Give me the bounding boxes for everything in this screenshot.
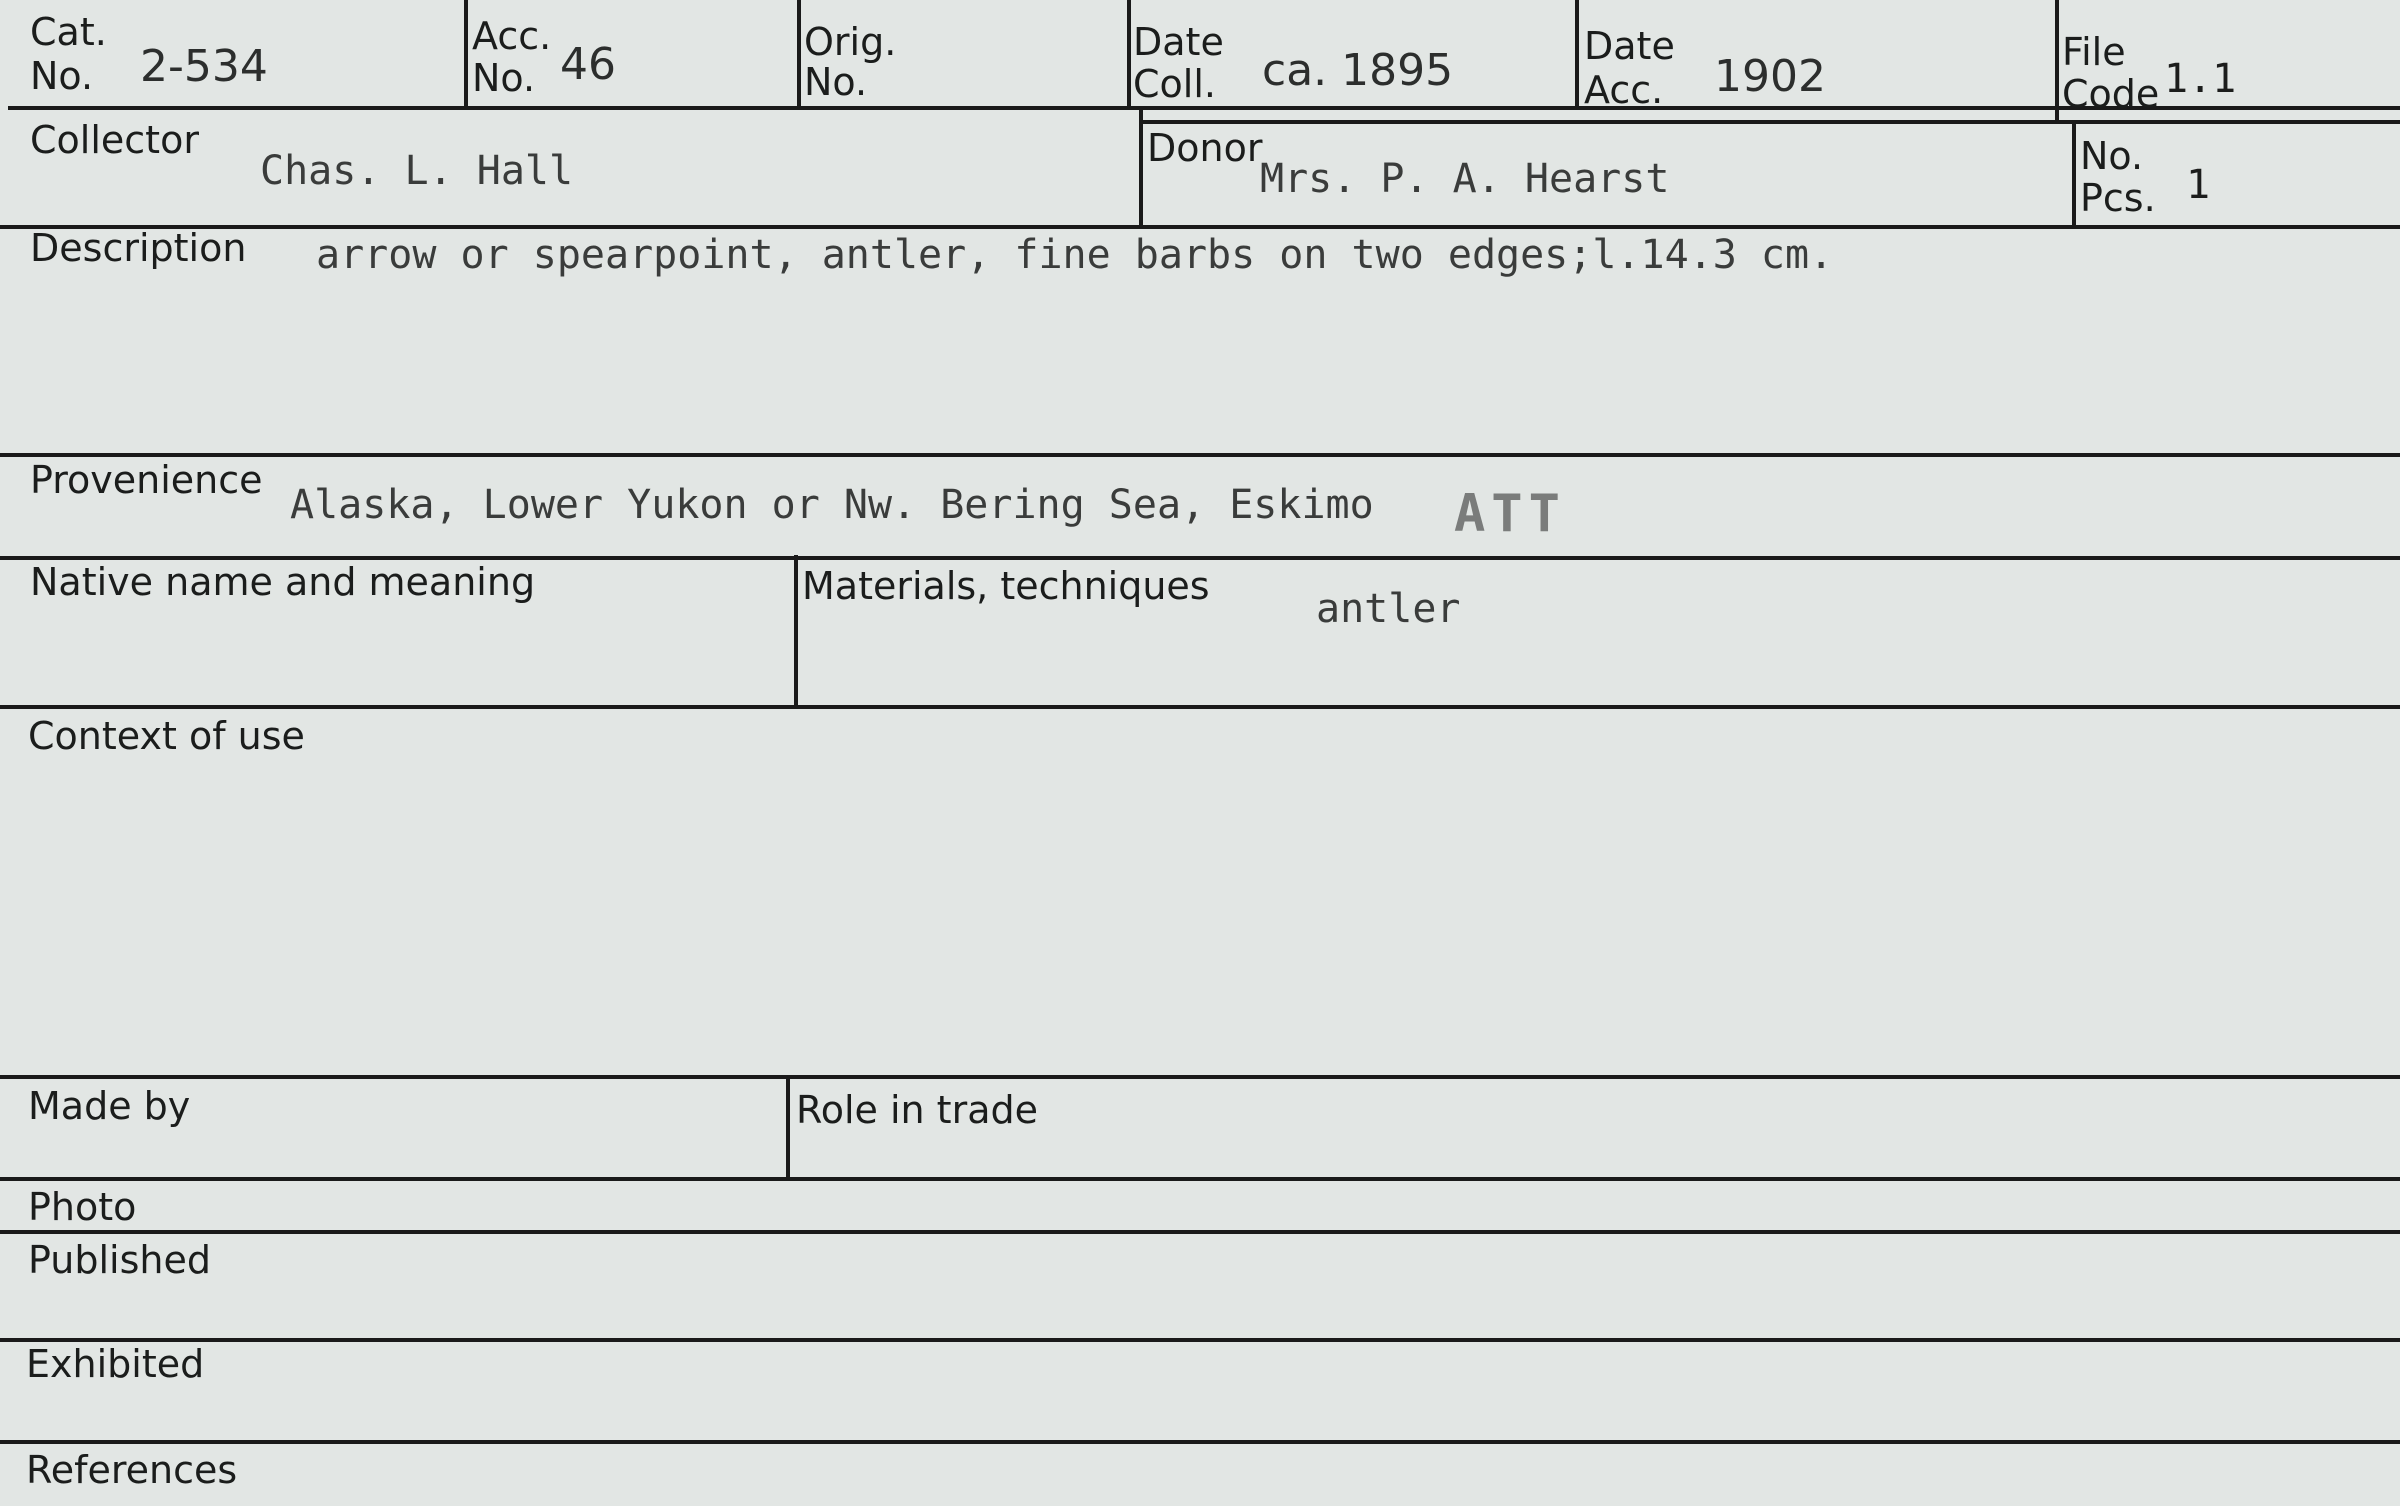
rule-references <box>0 1440 2400 1444</box>
pcs-label-line1: No. <box>2080 134 2144 178</box>
donor-label: Donor <box>1147 126 1263 170</box>
date-coll-value: ca. 1895 <box>1262 45 1454 96</box>
rule-made-by <box>0 1075 2400 1079</box>
collector-label: Collector <box>30 118 199 162</box>
divider-datecoll-dateacc <box>1575 0 1579 108</box>
date-acc-value: 1902 <box>1714 51 1826 102</box>
context-of-use-label: Context of use <box>28 714 305 758</box>
provenience-stamp: ATT <box>1454 484 1566 544</box>
cat-no-label-line1: Cat. <box>30 10 107 54</box>
native-name-label: Native name and meaning <box>30 560 536 604</box>
provenience-value: Alaska, Lower Yukon or Nw. Bering Sea, Eskimo <box>290 482 1374 528</box>
references-label: References <box>26 1448 238 1492</box>
divider-acc-orig <box>797 0 801 108</box>
orig-no-label-line1: Orig. <box>804 20 897 64</box>
orig-no-label-line2: No. <box>804 60 868 104</box>
divider-collector-donor <box>1139 108 1143 226</box>
role-in-trade-label: Role in trade <box>796 1088 1038 1132</box>
made-by-label: Made by <box>28 1084 191 1128</box>
divider-cat-acc <box>464 0 468 108</box>
donor-value: Mrs. P. A. Hearst <box>1260 156 1670 202</box>
divider-donor-pcs <box>2072 120 2076 226</box>
rule-photo <box>0 1177 2400 1181</box>
rule-context <box>0 705 2400 709</box>
rule-collector <box>1140 120 2400 124</box>
exhibited-label: Exhibited <box>26 1342 205 1386</box>
date-acc-label-line1: Date <box>1584 24 1675 68</box>
rule-published <box>0 1230 2400 1234</box>
pcs-value: 1 <box>2186 162 2211 208</box>
rule-provenience <box>0 453 2400 457</box>
file-code-label-line1: File <box>2062 30 2126 74</box>
rule-header <box>8 106 2400 110</box>
description-label: Description <box>30 226 247 270</box>
description-value: arrow or spearpoint, antler, fine barbs on two edges;l.14.3 cm. <box>316 232 1834 278</box>
divider-native-materials <box>794 555 798 707</box>
materials-label: Materials, techniques <box>802 564 1210 608</box>
acc-no-value: 46 <box>560 39 616 90</box>
divider-madeby-role <box>786 1075 790 1179</box>
published-label: Published <box>28 1238 211 1282</box>
collector-value: Chas. L. Hall <box>260 148 574 194</box>
divider-dateacc-file <box>2055 0 2059 120</box>
cat-no-value: 2-534 <box>140 41 268 92</box>
date-coll-label-line1: Date <box>1133 20 1224 64</box>
date-acc-label-line2: Acc. <box>1584 68 1664 112</box>
acc-no-label-line1: Acc. <box>472 14 552 58</box>
pcs-label-line2: Pcs. <box>2080 176 2156 220</box>
provenience-label: Provenience <box>30 458 263 502</box>
rule-exhibited <box>0 1338 2400 1342</box>
materials-value: antler <box>1316 586 1461 632</box>
acc-no-label-line2: No. <box>472 56 536 100</box>
photo-label: Photo <box>28 1185 137 1229</box>
divider-orig-datecoll <box>1127 0 1131 108</box>
rule-description <box>0 225 2400 229</box>
file-code-label-line2: Code <box>2062 72 2160 116</box>
cat-no-label-line2: No. <box>30 54 94 98</box>
file-code-value: 1.1 <box>2164 56 2237 102</box>
date-coll-label-line2: Coll. <box>1133 62 1216 106</box>
